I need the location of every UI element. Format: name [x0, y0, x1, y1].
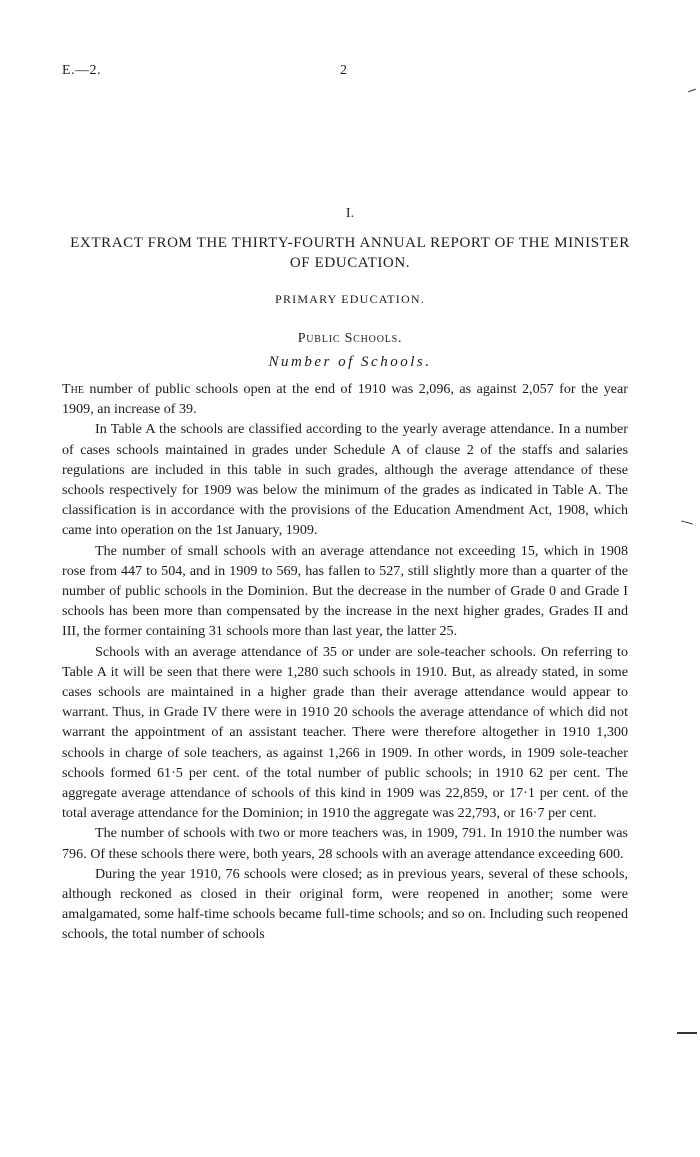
paragraph [62, 379, 628, 419]
paragraph: During the year 1910, 76 schools were closed; as in previous years, several of these schools, although reckoned as closed in their original form, were reopened in another; some were amalgamated, some half-time schools became full-time schools; and so on. Including such reopened schools, the total number of schools [62, 865, 628, 943]
document-title: EXTRACT FROM THE THIRTY-FOURTH ANNUAL REPORT OF THE MINISTER OF EDUCATION. [70, 235, 630, 271]
paragraph: Schools with an average attendance of 35 or under are sole-teacher schools. On referring to Table A it will be seen that there were 1,280 such schools in 1910. But, as already stated, in some cases schools are maintained in a higher grade than their average attendance would appear to warrant. Thus, in Grade IV there were in 1910 20 schools the average attendance of which did not warrant the appointment of an assistant teacher. There were therefore altogether in 1910 1,300 schools in charge of sole teachers, as against 1,266 in 1909. In other words, in 1909 sole-teacher schools formed 61·5 per cent. of the total number of public schools; in 1910 62 per cent. The aggregate average attendance of schools of this kind in 1909 was 22,859, or 17·1 per cent. of the total average attendance for the Dominion; in 1910 the aggregate was 22,793, or 16·7 per cent. [62, 643, 628, 822]
section-heading: PRIMARY EDUCATION. [275, 292, 425, 306]
scan-mark [688, 89, 696, 93]
page-number: 2 [340, 63, 347, 78]
paragraph-text: number of public schools open at the end of 1910 was 2,096, as against 2,057 for the year 1909, an increase of 39. [62, 381, 628, 418]
paragraph: The number of small schools with an average attendance not exceeding 15, which in 1908 rose from 447 to 504, and in 1909 to 569, has fallen to 527, still slightly more than a quarter of the number of public schools in the Dominion. But the decrease in the number of Grade 0 and Grade I schools has been more than compensated by the increase in the next higher grades, Grades II and III, the former containing 31 schools more than last year, the latter 25. [62, 542, 628, 640]
paragraph-lead-word: The [62, 381, 84, 397]
paragraph: The number of schools with two or more teachers was, in 1909, 791. In 1910 the number was 796. Of these schools there were, both years, 28 schools with an average attendance exceeding 600. [62, 825, 628, 862]
header-reference: E.—2. [62, 63, 102, 78]
scan-mark [677, 1032, 697, 1034]
paragraph: In Table A the schools are classified according to the yearly average attendance. In a number of cases schools maintained in grades under Schedule A of clause 2 of the staffs and salaries regulations are included in this table in such grades, although the average attendance of these schools respectively for 1909 was below the minimum of the grades as indicated in Table A. The classification is in accordance with the provisions of the Education Amendment Act, 1908, which came into operation on the 1st January, 1909. [62, 421, 628, 539]
body-text [62, 379, 628, 945]
subheading: Number of Schools. [268, 354, 432, 370]
scan-mark [681, 520, 693, 524]
section-roman-numeral: I. [345, 206, 355, 221]
subsection-heading: Public Schools. [297, 331, 403, 346]
